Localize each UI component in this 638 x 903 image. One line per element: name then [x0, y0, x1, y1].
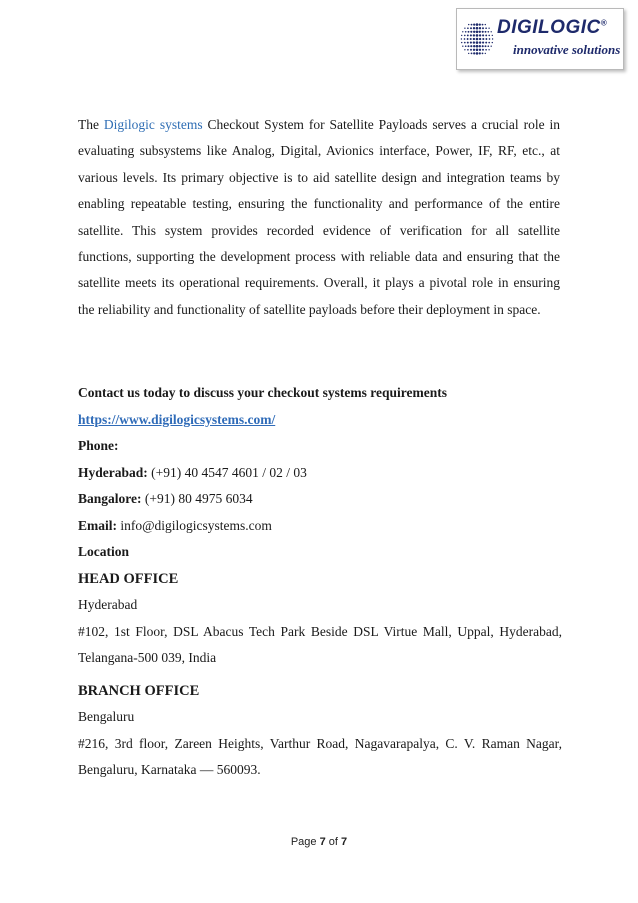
page-number: Page 7 of 7 [290, 836, 348, 848]
location-label: Location [78, 544, 130, 559]
hyderabad-phone-line: Hyderabad: (+91) 40 4547 4601 / 02 / 03 [78, 464, 307, 480]
bangalore-phone-line: Bangalore: (+91) 80 4975 6034 [78, 491, 253, 506]
branch-office-city: Bengaluru [78, 709, 135, 724]
website-link[interactable]: https://www.digilogicsystems.com/ [78, 411, 276, 427]
website-line [78, 407, 568, 434]
intro-paragraph: The Digilogic systems Checkout System for Satellite Payloads serves a crucial role in evaluating subsystems like Analog, Digital, Avionics interface, Power, IF, RF, etc., at various levels. Its primary objective is to aid satellite design and integration teams by enabling repeatable testing, ensuring the functionality and performance of the entire satellite. This system provides recorded evidence of verification for all satellite functions, supporting the development process with reliable data and ensuring that the satellite meets its operational requirements. Overall, it plays a pivotal role in ensuring the reliability and functionality of satellite payloads before their deployment in space. [78, 117, 560, 317]
branch-office-heading: BRANCH OFFICE [78, 682, 200, 699]
digilogic-systems-link[interactable]: Digilogic systems [103, 117, 203, 132]
email-value[interactable]: info@digilogicsystems.com [117, 517, 272, 533]
company-logo [456, 8, 624, 70]
phone-label: Phone: [78, 438, 119, 453]
email-line: Email: info@digilogicsystems.com [78, 517, 272, 533]
logo-tagline: innovative solutions [513, 42, 621, 57]
head-office-heading: HEAD OFFICE [78, 570, 179, 587]
intro-section [78, 112, 560, 323]
contact-cta: Contact us today to discuss your checkout systems requirements [78, 385, 448, 400]
head-office-address: #102, 1st Floor, DSL Abacus Tech Park Beside DSL Virtue Mall, Uppal, Hyderabad, Telangana-500 039, India [78, 623, 562, 665]
contact-section [78, 380, 568, 784]
branch-office-address: #216, 3rd floor, Zareen Heights, Varthur Road, Nagavarapalya, C. V. Raman Nagar, Bengaluru, Karnataka — 560093. [78, 735, 562, 777]
logo-brand: DIGILOGIC® [497, 17, 608, 38]
head-office-city: Hyderabad [78, 597, 138, 612]
